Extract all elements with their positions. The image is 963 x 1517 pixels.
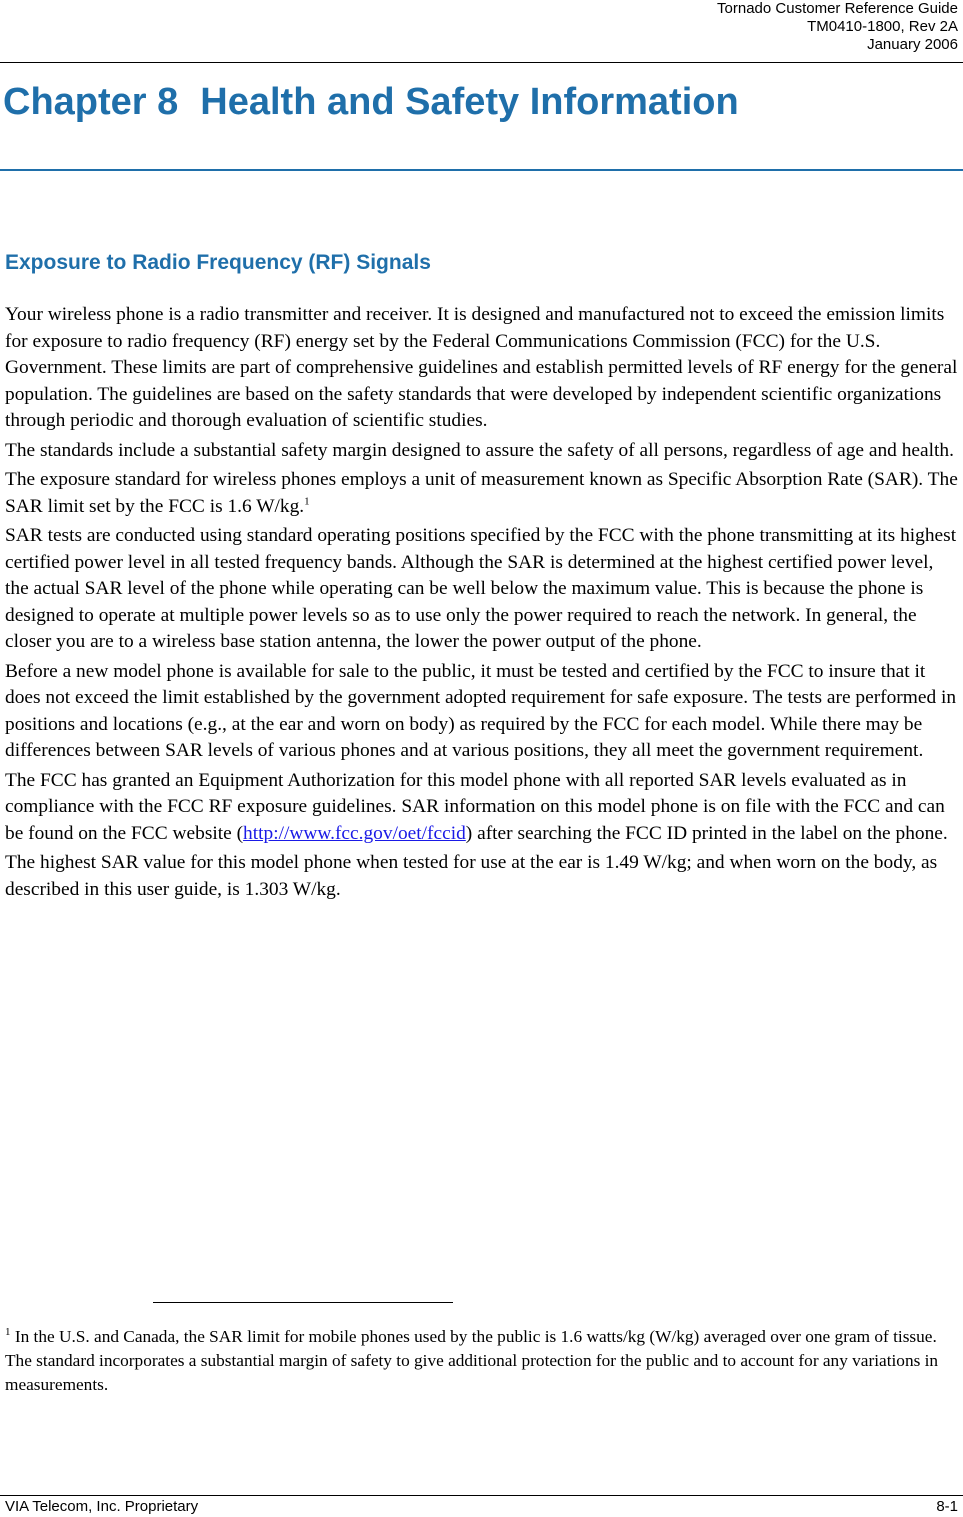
fcc-text-after-link: ) after searching the FCC ID printed in the label on the phone. bbox=[465, 822, 948, 844]
paragraph-safety-margin: The standards include a substantial safety margin designed to assure the safety of all persons, regardless of age and health. bbox=[5, 439, 954, 461]
footnote-marker: 1 bbox=[5, 1326, 11, 1339]
footnote bbox=[5, 1325, 955, 1397]
footnote-separator bbox=[153, 1302, 453, 1303]
chapter-title bbox=[3, 78, 739, 126]
section-heading: Exposure to Radio Frequency (RF) Signals bbox=[5, 251, 431, 274]
page-number: 8-1 bbox=[936, 1498, 958, 1515]
body-text bbox=[5, 302, 960, 906]
footnote-text: In the U.S. and Canada, the SAR limit for mobile phones used by the public is 1.6 watts/kg (W/kg) averaged over one gram of tissue. The standard incorporates a substantial margin of safety to give additional protection for the public and to account for any variations in measurements. bbox=[5, 1327, 939, 1394]
fcc-website-link[interactable]: http://www.fcc.gov/oet/fccid bbox=[243, 822, 466, 844]
paragraph-fcc-authorization bbox=[5, 768, 960, 848]
footer-divider bbox=[0, 1495, 963, 1496]
sar-limit-text: The exposure standard for wireless phones employs a unit of measurement known as Specific Absorption Rate (SAR). The SAR limit set by the FCC is 1.6 W/kg. bbox=[5, 469, 958, 517]
chapter-name: Health and Safety Information bbox=[200, 81, 739, 123]
header-divider bbox=[0, 62, 963, 63]
header-doc-number: TM0410-1800, Rev 2A bbox=[807, 18, 958, 35]
header-guide-title: Tornado Customer Reference Guide bbox=[717, 0, 958, 17]
page-header bbox=[717, 0, 958, 54]
paragraph-rf-intro: Your wireless phone is a radio transmitter and receiver. It is designed and manufactured not to exceed the emission limits for exposure to radio frequency (RF) energy set by the Federal Communications Commission (FCC) for the U.S. Government. These limits are part of comprehensive guidelines and establish permitted levels of RF energy for the general population. The guidelines are based on the safety standards that were developed by independent scientific organizations through periodic and thorough evaluation of scientific studies. bbox=[5, 304, 958, 431]
chapter-number: Chapter 8 bbox=[3, 81, 179, 123]
chapter-divider bbox=[0, 169, 963, 171]
fcc-text-before-link: The FCC has granted an Equipment Authorization for this model phone with all reported SAR levels evaluated as in compliance with the FCC RF exposure guidelines. SAR information on this model phone is on file with the FCC and can be found on the FCC website ( bbox=[5, 769, 945, 844]
paragraph-highest-sar: The highest SAR value for this model phone when tested for use at the ear is 1.49 W/kg; and when worn on the body, as described in this user guide, is 1.303 W/kg. bbox=[5, 852, 938, 900]
footnote-reference[interactable]: 1 bbox=[304, 495, 310, 508]
footer-company: VIA Telecom, Inc. Proprietary bbox=[5, 1498, 199, 1515]
paragraph-sar-limit bbox=[5, 467, 960, 520]
paragraph-certification: Before a new model phone is available for sale to the public, it must be tested and certified by the FCC to insure that it does not exceed the limit established by the government adopted requirement for safe exposure. The tests are performed in positions and locations (e.g., at the ear and worn on body) as required by the FCC for each model. While there may be differences between SAR levels of various phones and at various positions, they all meet the government requirement. bbox=[5, 660, 957, 761]
paragraph-sar-tests: SAR tests are conducted using standard operating positions specified by the FCC with the phone transmitting at its highest certified power level in all tested frequency bands. Although the SAR is determined at the highest certified power level, the actual SAR level of the phone while operating can be well below the maximum value. This is because the phone is designed to operate at multiple power levels so as to use only the power required to reach the network. In general, the closer you are to a wireless base station antenna, the lower the power output of the phone. bbox=[5, 525, 957, 652]
header-date: January 2006 bbox=[867, 36, 958, 53]
